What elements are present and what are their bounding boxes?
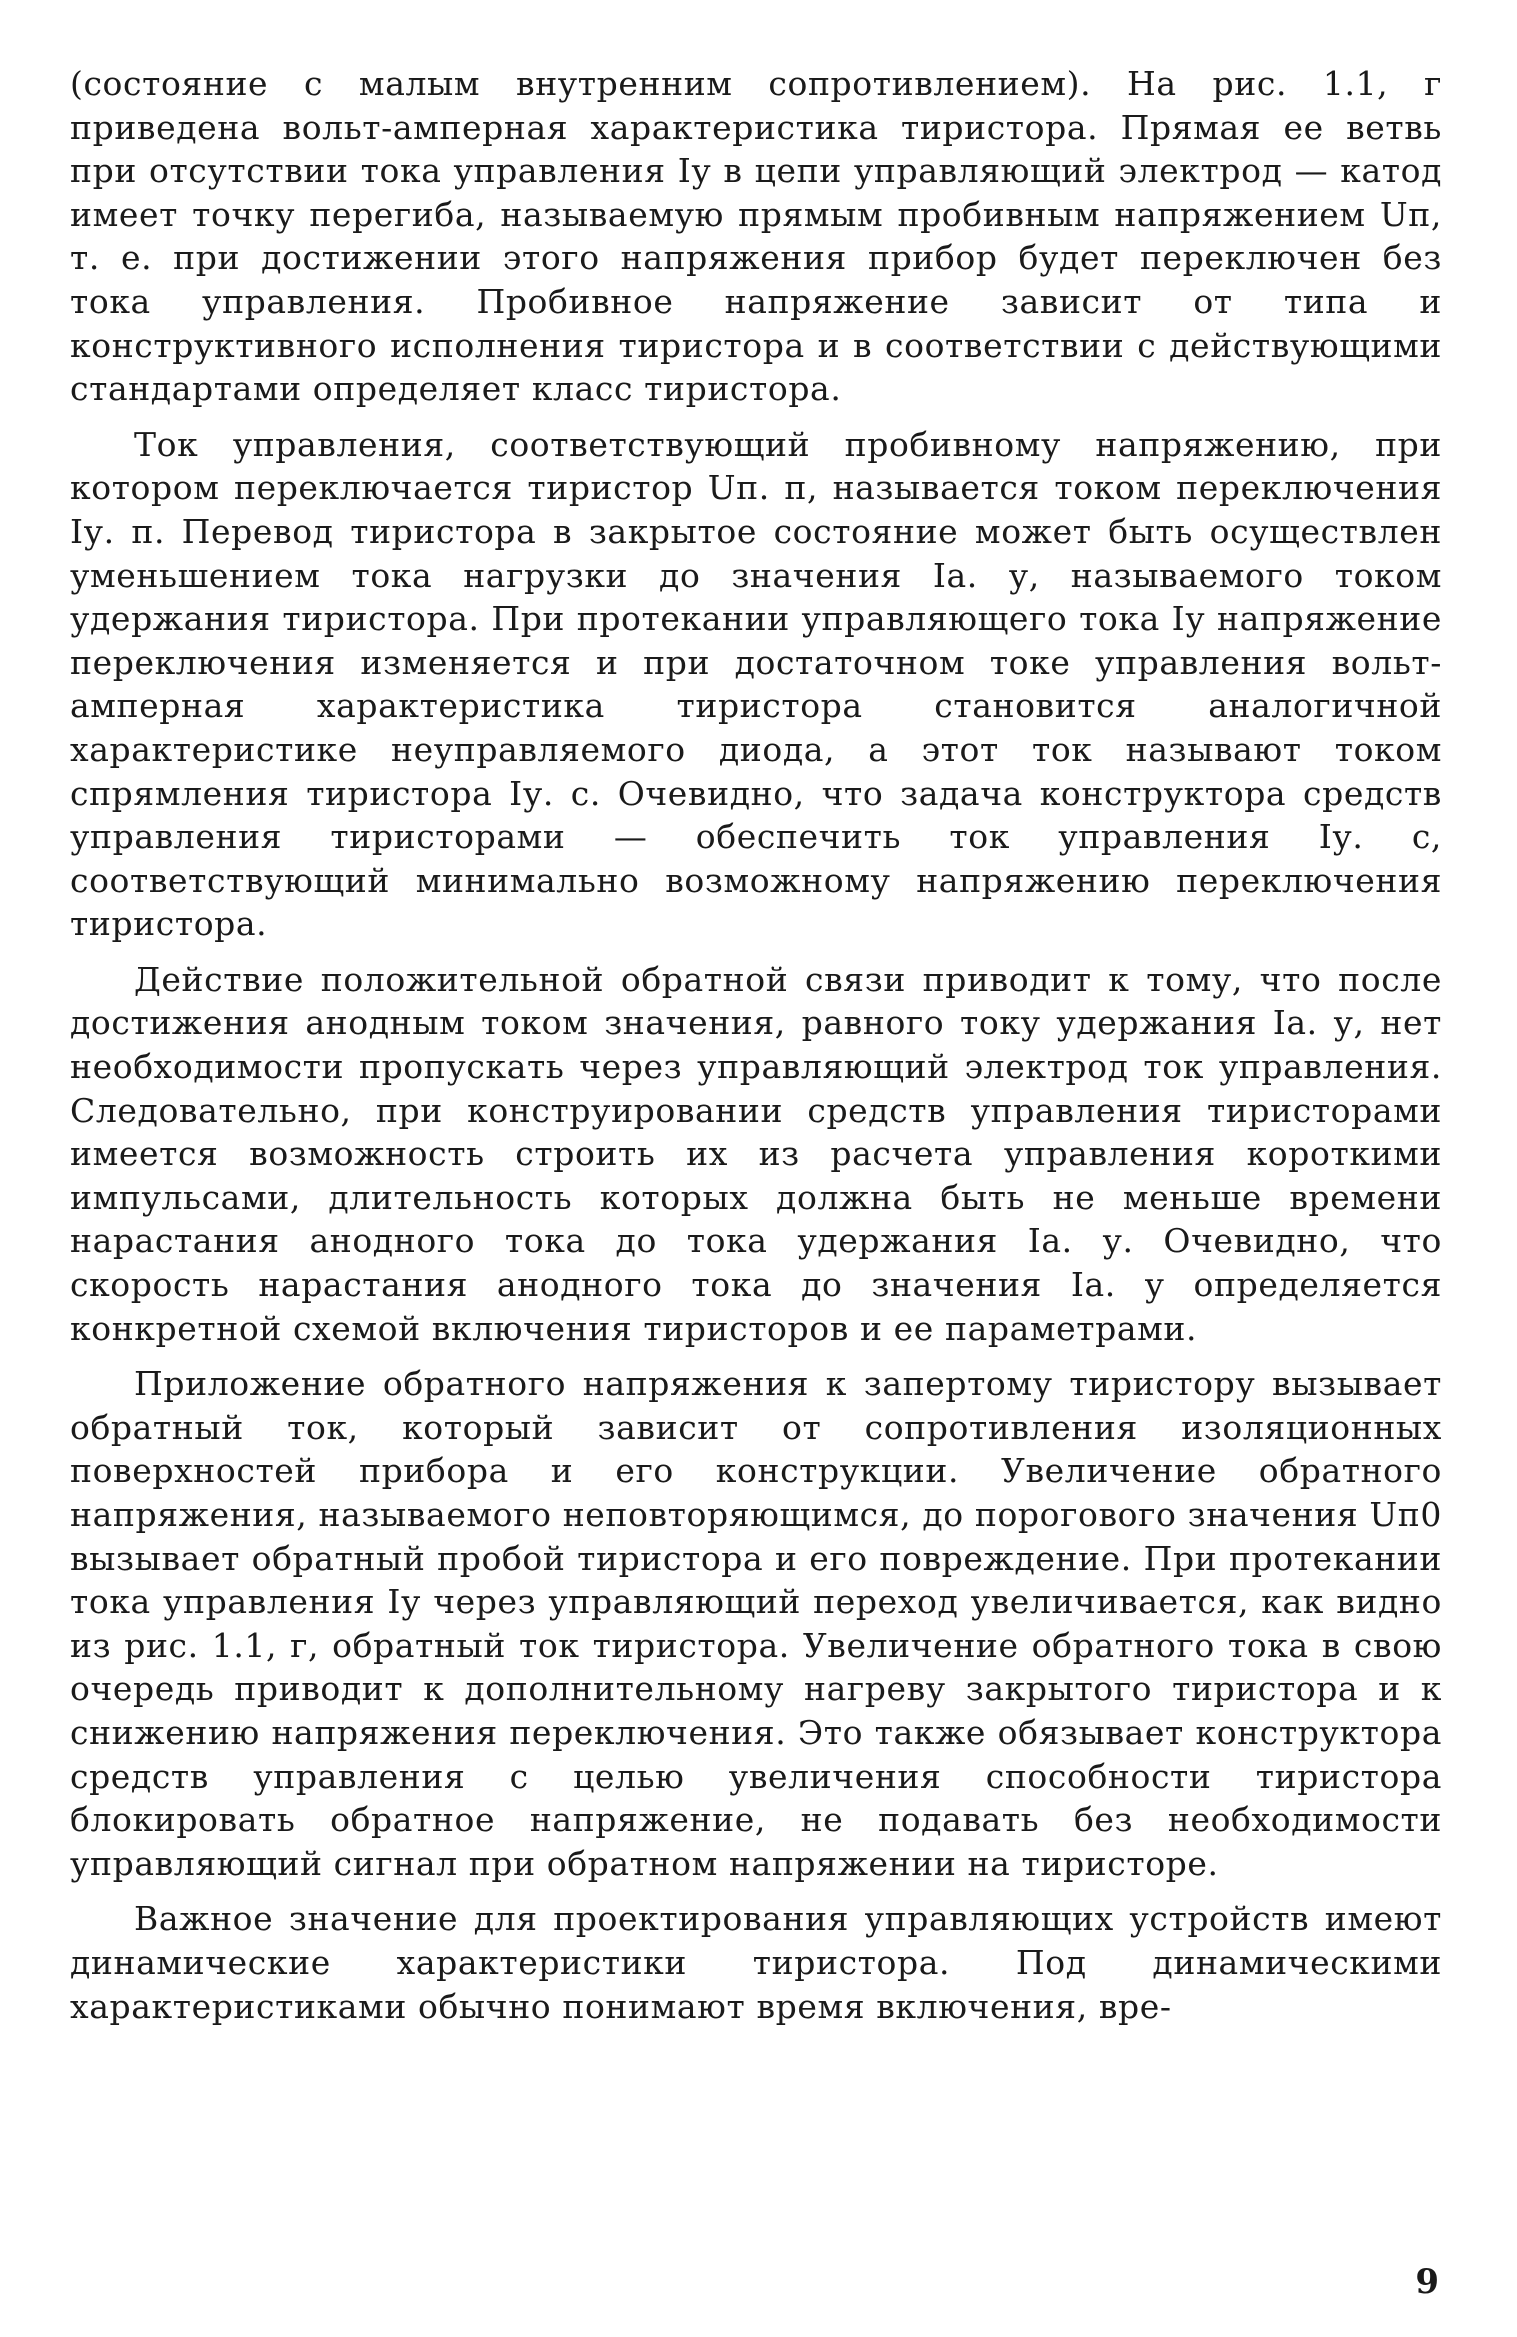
page-body <box>70 62 1442 2040</box>
paragraph-1: (состояние с малым внутренним сопротивлением). На рис. 1.1, г приведена вольт-амперная характеристика тиристора. Прямая ее ветвь при отсутствии тока управления Iу в цепи управляющий электрод — катод имеет точку перегиба, называемую прямым пробивным напряжением Uп, т. е. при достижении этого напряжения прибор будет переключен без тока управления. Пробивное напряжение зависит от типа и конструктивного исполнения тиристора и в соответствии с действующими стандартами определяет класс тиристора. <box>70 64 1442 409</box>
page-number: 9 <box>1415 2262 1439 2302</box>
paragraph-4: Приложение обратного напряжения к запертому тиристору вызывает обратный ток, который зависит от сопротивления изоляционных поверхностей прибора и его конструкции. Увеличение обратного напряжения, называемого неповторяющимся, до порогового значения Uп0 вызывает обратный пробой тиристора и его повреждение. При протекании тока управления Iу через управляющий переход увеличивается, как видно из рис. 1.1, г, обратный ток тиристора. Увеличение обратного тока в свою очередь приводит к дополнительному нагреву закрытого тиристора и к снижению напряжения переключения. Это также обязывает конструктора средств управления с целью увеличения способности тиристора блокировать обратное напряжение, не подавать без необходимости управляющий сигнал при обратном напряжении на тиристоре. <box>70 1364 1442 1883</box>
paragraph-5: Важное значение для проектирования управляющих устройств имеют динамические характеристики тиристора. Под динамическими характеристиками обычно понимают время включения, вре- <box>70 1899 1442 2026</box>
paragraph-2: Ток управления, соответствующий пробивному напряжению, при котором переключается тиристор Uп. п, называется током переключения Iу. п. Перевод тиристора в закрытое состояние может быть осуществлен уменьшением тока нагрузки до значения Iа. у, называемого током удержания тиристора. При протекании управляющего тока Iу напряжение переключения изменяется и при достаточном токе управления вольт-амперная характеристика тиристора становится аналогичной характеристике неуправляемого диода, а этот ток называют током спрямления тиристора Iу. с. Очевидно, что задача конструктора средств управления тиристорами — обеспечить ток управления Iу. с, соответствующий минимально возможному напряжению переключения тиристора. <box>70 424 1442 944</box>
paragraph-3: Действие положительной обратной связи приводит к тому, что после достижения анодным током значения, равного току удержания Iа. у, нет необходимости пропускать через управляющий электрод ток управления. Следовательно, при конструировании средств управления тиристорами имеется возможность строить их из расчета управления короткими импульсами, длительность которых должна быть не меньше времени нарастания анодного тока до тока удержания Iа. у. Очевидно, что скорость нарастания анодного тока до значения Iа. у определяется конкретной схемой включения тиристоров и ее параметрами. <box>70 959 1442 1348</box>
